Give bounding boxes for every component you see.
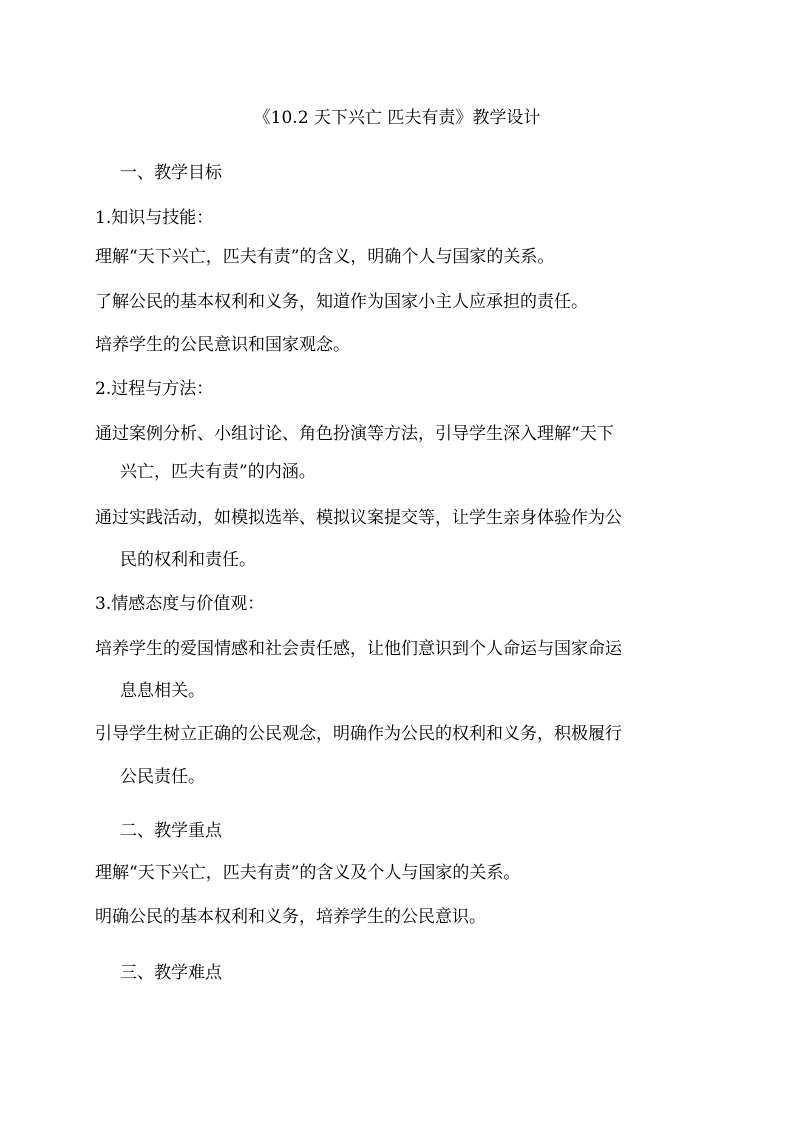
- paragraph-line: 培养学生的爱国情感和社会责任感，让他们意识到个人命运与国家命运: [95, 639, 622, 659]
- paragraph-line: 了解公民的基本权利和义务，知道作为国家小主人应承担的责任。: [95, 292, 588, 312]
- paragraph-line-continued: 息息相关。: [120, 681, 205, 701]
- paragraph-line-continued: 兴亡，匹夫有责”的内涵。: [120, 462, 316, 482]
- paragraph-line: 引导学生树立正确的公民观念，明确作为公民的权利和义务，积极履行: [95, 724, 622, 744]
- section-heading-difficulties: 三、教学难点: [120, 963, 222, 983]
- subsection-label-emotion: 3.情感态度与价值观：: [95, 594, 265, 614]
- paragraph-line: 培养学生的公民意识和国家观念。: [95, 335, 350, 355]
- paragraph-line: 通过案例分析、小组讨论、角色扮演等方法，引导学生深入理解“天下: [95, 424, 614, 444]
- section-heading-key-points: 二、教学重点: [120, 821, 222, 841]
- paragraph-line: 通过实践活动，如模拟选举、模拟议案提交等，让学生亲身体验作为公: [95, 508, 622, 528]
- section-heading-objectives: 一、教学目标: [120, 163, 222, 183]
- subsection-label-process: 2.过程与方法：: [95, 379, 214, 399]
- subsection-label-knowledge: 1.知识与技能：: [95, 208, 214, 228]
- paragraph-line-continued: 公民责任。: [120, 767, 205, 787]
- paragraph-line: 理解“天下兴亡，匹夫有责”的含义及个人与国家的关系。: [95, 863, 521, 883]
- paragraph-line-continued: 民的权利和责任。: [120, 550, 256, 570]
- paragraph-line: 明确公民的基本权利和义务，培养学生的公民意识。: [95, 907, 486, 927]
- paragraph-line: 理解“天下兴亡，匹夫有责”的含义，明确个人与国家的关系。: [95, 247, 555, 267]
- document-title: 《10.2 天下兴亡 匹夫有责》教学设计: [253, 108, 541, 128]
